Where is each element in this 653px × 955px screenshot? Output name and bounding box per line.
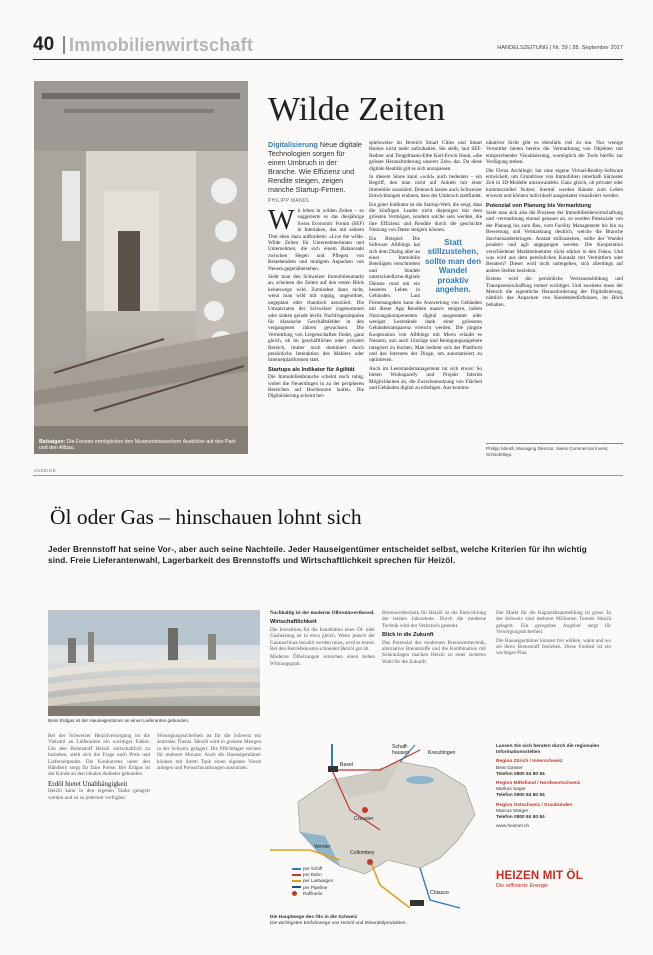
legend-item: per Lastwagen xyxy=(292,878,333,884)
contact-item: Region Zürich / Innerschweiz Beat Gasser Telefon 0800 84 80 84 xyxy=(496,759,563,777)
photo-caption-label: Balsaigen: xyxy=(39,438,66,445)
ad-col5-paragraph-1: Der Markt für die Kapazitätsanmeldung ist gross. In der Schweiz sind mehrere Millionen Tonnen Heizöl gelagert. Ein geregeltes Angebot sorgt für Versorgungssicherheit. xyxy=(496,610,611,636)
logo-subtext: Die raffinierte Energie xyxy=(496,883,549,889)
article-lead xyxy=(268,140,364,194)
ad-column-4 xyxy=(382,610,486,735)
ad-column-2 xyxy=(157,733,261,923)
map-label-cressier: Cressier xyxy=(354,816,374,822)
contact-item: Region Ostschweiz / Graubünden Marcus Steiger Telefon 0800 84 80 84 xyxy=(496,802,573,821)
ad-col4-paragraph-1: Brennwerttechnik für Heizöl ist die Entwicklung der letzten Jahrzehnte. Durch die moderne Technik wird der Verbrauch gesenkt. xyxy=(382,610,486,629)
col3-paragraph-4: Erstens wird die persönliche Vertrauensbildung und Transparenzschaffung immer wichtiger. Und zweitens muss der Mensch die eigentliche Herausforderung der Digitalisierung, nämlich das Anpacken von Kundenbedürfnissen, im Blick behalten. xyxy=(486,276,623,308)
ad-column-5 xyxy=(496,610,611,740)
col1-paragraph-2: Sieht man den Schweizer Immobilienmarkt an, scheinen die Zeiten auf den ersten Blick keineswegs wild. Zumindest dann nicht, wenn man wild mit ruppig, ungeordnet, ungeplant oder chaotisch assoziiert. Die Umsatzraten der Schweizer zugenommen oder sinken gerade leicht. Nachfragesimpulse für klassische Geschäftsfelder in den vergangenen Jahren gewachsen. Die Vermittlung von Liegenschaften findet, ganz gleich, ob im geschäftlichen oder privaten Bereich, immer noch dominiert durch persönliche Interaktion des Maklers oder Internetplattformen statt. xyxy=(268,274,364,364)
ad-col3-paragraph-1: Die Investition für die Installation einer Öl- oder Gasheizung ist in etwa gleich. Wenn jedoch der Gasanschluss bezahlt werden muss, wird es teurer. Bei den Betriebskosten schneidet Heizöl gut ab. xyxy=(270,626,375,653)
col1-paragraph-1: ir leben in wilden Zeiten – so suggerierte es das diesjährige Swiss Economic Forum (SEF) in Interlaken, das mit seinem Titel eben dazu aufforderte: «Live the wilde. Wilde Zeiten für Unternehmerinnen und Unternehmer, die sich einem Balanceakt zwischen Hegen und Pflegen von Bestehendem und mutigem Anpacken von Neuem gegenübersehen. xyxy=(268,208,364,272)
section-title: Immobilienwirtschaft xyxy=(69,35,254,55)
ad-rule xyxy=(33,475,623,476)
author-note: Philipp Mandl, Managing Director, Swiss Commercial Invest, Schindellegi. xyxy=(486,446,609,457)
col1-subheading: Startups als Indikator für Agilität xyxy=(268,366,355,373)
ad-col3-top: Nachhaltig ist der moderne Ölbrennwertkessel. xyxy=(270,610,375,616)
pull-quote-text: Statt stillzustehen, sollte man den Wandel proaktiv angehen. xyxy=(424,237,481,295)
page-header xyxy=(33,33,623,57)
contact-block xyxy=(496,744,614,830)
col3-paragraph-2: Die Firma Archilogic hat eine eigene Virtual-Reality-Software entwickelt, um Grundrisse von Immobilien innerhalb kürzester Zeit in 3D-Modelle umzuwandeln. Ganz gleich, ob privater oder kommerzieller Nutzer, hiermit werden Räume zum Leben erweckt und können individuell ausgestattet visualisiert werden. xyxy=(486,167,623,200)
col2-paragraph-1: spielsweise im Bereich Smart Cities und Smart Homes nicht mehr aufzuhalten. Sie stellt, laut SEF-Redner und Tongelmann-Erbe Karl-Erwin Haub, «die grösste Herausforderung unserer Zeit» dar. Da diese digitale Realität gilt es sich anzupassen. xyxy=(369,140,482,172)
ad-col1-subheading: Erdöl bietet Unabhängigkeit xyxy=(48,779,128,788)
col2-paragraph-5: Auch im Leerstandsmanagement tut sich etwas: So bieten Workspacefy und Projekt Interim Möglichkeiten an, die Zwischennutzung von Flächen und Gebäuden digital zu erledigen. Aus kommu- xyxy=(369,365,482,392)
map-label-chiasso: Chiasso xyxy=(430,890,449,896)
map-caption-title: Die Hauptwege des Öls in die Schweiz xyxy=(270,915,358,920)
heizen-mit-oel-logo xyxy=(496,870,616,889)
logo-text: HEIZEN MIT ÖL xyxy=(496,870,583,882)
ad-column-1 xyxy=(48,733,150,923)
ad-col5-paragraph-2: Die Hauseigentümer können frei wählen, wann und wo sie ihren Brennstoff beziehen. Diese Freiheit ist ein wichtiges Plus. xyxy=(496,637,611,657)
col2-paragraph-2: In diesem Sinne kann «wild» auch bedeuten – ein Begriff, den man nicht auf Anhieb mit einer Immobilie assoziiert. Dennoch lassen auch Schweizer Entwicklungen erahnen, dass der Umbruch stattfindet. xyxy=(369,174,482,200)
pull-quote xyxy=(424,238,482,295)
legend-item: Raffinerie xyxy=(292,891,333,897)
col1-paragraph-3: Die Immobilienbranche scheint noch ruhig, wobei die Neuerdingen in zu der peripheren Bereichen auf Hochtouren laufen. Die Digitalisierung scheint bei- xyxy=(268,374,364,400)
ad-lead: Jeder Brennstoff hat seine Vor-, aber auch seine Nachteile. Jeder Hauseigentümer entscheidet selbst, welche Kriterien für ihn wichtig sind. Freie Lieferantenwahl, Lagerbarkeit des Brennstoffs und Wirtschaftlichkeit sprechen für Heizöl. xyxy=(48,545,587,565)
contact-intro: Lassen Sie sich beraten durch die regionalen Informationsstellen xyxy=(496,744,600,756)
pipeline-illustration xyxy=(48,610,260,716)
author-note-rule xyxy=(486,443,623,444)
lead-kicker: Digitalisierung xyxy=(268,140,318,149)
ad-col1-paragraph-2: Heizöl kann in den eigenen Tanks gelagert werden und ist so jederzeit verfügbar. xyxy=(48,788,150,801)
article1-column-3 xyxy=(486,140,623,440)
ad-col2-paragraph-1: Versorgungssicherheit ist für die Schweiz ein zentrales Thema. Heizöl wird in grossen Mengen in der Schweiz gelagert. Die Pflichtlager reichen für mehrere Monate. Auch die Hauseigentümer können mit ihrem Tank einen eigenen Vorrat anlegen und Preisschwankungen ausnutzen. xyxy=(157,733,261,772)
header-rule xyxy=(33,59,623,60)
ad-col3-paragraph-2: Moderne Ölheizungen erreichen einen hohen Wirkungsgrad. xyxy=(270,654,375,667)
photo-illustration xyxy=(34,81,248,454)
publication-line: HANDELSZEITUNG | Nr. 39 | 28. September 2017 xyxy=(497,45,623,51)
photo-caption xyxy=(39,439,244,451)
col2-paragraph-4: Ein Beispiel: Die Software Allthings hat sich dem Dialog aller an einer Immobilie Beteiligten verschrieben und bündelt unterschiedliche digitale Dienste rund um ein besseres Leben in Gebäuden. Laut Firmenangaben kann die Auswertung von Gebäuden mit dieser App Renditen massiv steigern, indem Nutzungskomponenten digital ausgestattet oder weniger Leerstände dank einer grösseren Gebäudetransparenz erreicht werden. Die jüngste Kooperation von Allthings mit Movu erlaubt es Nutzern, nun auch Umzüge und Reinigungsangebote integriert zu buchen. Man bedient sich der Plattform und des Internets der Dinge, um automatisiert zu optimieren. xyxy=(369,235,482,364)
photo-caption-text: Die Fenster ermöglichen den Museumsbesuchern Ausblicke auf den Park und den Altbau. xyxy=(39,438,236,451)
ad-title: Öl oder Gas – hinschauen lohnt sich xyxy=(50,505,362,529)
ad-marker: ANZEIGE xyxy=(34,468,57,473)
ad-col4-subheading: Blick in die Zukunft xyxy=(382,632,434,639)
legend-item: per Bahn xyxy=(292,872,333,878)
article-title: Wilde Zeiten xyxy=(268,91,446,128)
map-caption xyxy=(270,915,490,927)
pipeline-photo xyxy=(48,610,260,716)
col3-paragraph-3: Sieht man sich also die Prozesse der Immobilienbewirtschaftung und -vermarktung einmal genauer an, so werden Potenziale von der Planung bis zum Bau, vom Facility Management bis hin zu Bewertung und Vermarktung deutlich, welche die Branche durcheinanderbringen. Anstatt stillzustehen, sollte der Wandel proaktiv und agil angegangen werden. Die Kooperation verschiedener Marktteilnehmer rückt stärker in den Fokus. Und was wird aus dem persönlichen Kontakt mit Vermittlern oder Beratern? Dieser wird nicht untergehen, sich allerdings auf andere Stellen beziehen. xyxy=(486,210,623,274)
ad-column-3 xyxy=(270,610,375,735)
page-number: 40 xyxy=(33,34,55,55)
map-label-collombey: Collombey xyxy=(350,850,375,856)
map-label-kreuzlingen: Kreuzlingen xyxy=(428,750,456,756)
website-link[interactable]: www.heizoel.ch xyxy=(496,824,530,830)
col3-paragraph-1: nikativer Sicht gibt es ebenfalls viel zu tun. Nur wenige Vermittler bieten bereits die Vermarktung von Objekten mit entsprechender Visualisierung, womöglich die Tools hierfür zur Verfügung stehen. xyxy=(486,140,623,166)
drop-cap: W xyxy=(268,208,295,236)
map-label-vernier: Vernier xyxy=(314,844,331,850)
oil-routes-map xyxy=(270,740,490,915)
ad-col1-paragraph-1: Bei der Schweizer Heizölversorgung ist die Vielzahl an Lieferanten ein wichtiger Faktor. Um den Brennstoff Heizöl wirtschaftlich zu beziehen, stellt sich die Frage nach Preis und Lieferzeitpunkt. Die Konkurrenz unter den Händlern sorgt für faire Preise. Bei Erdgas ist der Kunde an den lokalen Anbieter gebunden. xyxy=(48,733,150,778)
ad-photo-caption: Beim Erdgas ist der Hauseigentümer an einen Lieferanten gebunden. xyxy=(48,718,190,723)
legend-item: per Schiff xyxy=(292,866,333,872)
col3-subheading: Potenzial von Planung bis Vermarktung xyxy=(486,202,592,209)
legend-item: per Pipeline xyxy=(292,885,333,891)
col2-paragraph-3: Ein guter Indikator ist die Startup-Welt, die zeigt, dass die künftigen Leader nicht diejenigen mit dem grössten Vermögen, sondern solche sein werden, die ihre Effizienz und Rendite durch die geschickte Nutzung von Daten steigern können. xyxy=(369,201,482,234)
article1-column-2 xyxy=(369,140,482,460)
header-divider xyxy=(63,36,65,54)
museum-photo xyxy=(34,81,248,454)
lead-text: Neue digitale Technologien sorgen für einen Umbruch in der Branche. Wie Effizienz und Rendite steigen, zeigen manche Startup-Firmen. xyxy=(268,140,362,194)
article1-column-1 xyxy=(268,208,364,458)
map-legend xyxy=(292,866,333,897)
ad-col3-subheading: Wirtschaftlichkeit xyxy=(270,619,317,626)
article-author: PHILIPP MANDL xyxy=(268,198,310,204)
ad-col4-paragraph-2: Das Potenzial der modernen Brennwerttechnik, alternative Brennstoffe und die Kombination mit Solaranlagen machen Heizöl zu einer sicheren Wahl für die Zukunft. xyxy=(382,639,486,665)
map-label-schaffhausen: Schaff-hausen xyxy=(392,744,410,756)
map-label-basel: Basel xyxy=(340,762,353,768)
contact-item: Region Mittelland / Nordwestschweiz Markus Sager Telefon 0800 84 80 84 xyxy=(496,781,581,799)
map-caption-sub: Die wichtigsten Einfuhrwege von Heizöl und Mineralölprodukten. xyxy=(270,921,407,926)
